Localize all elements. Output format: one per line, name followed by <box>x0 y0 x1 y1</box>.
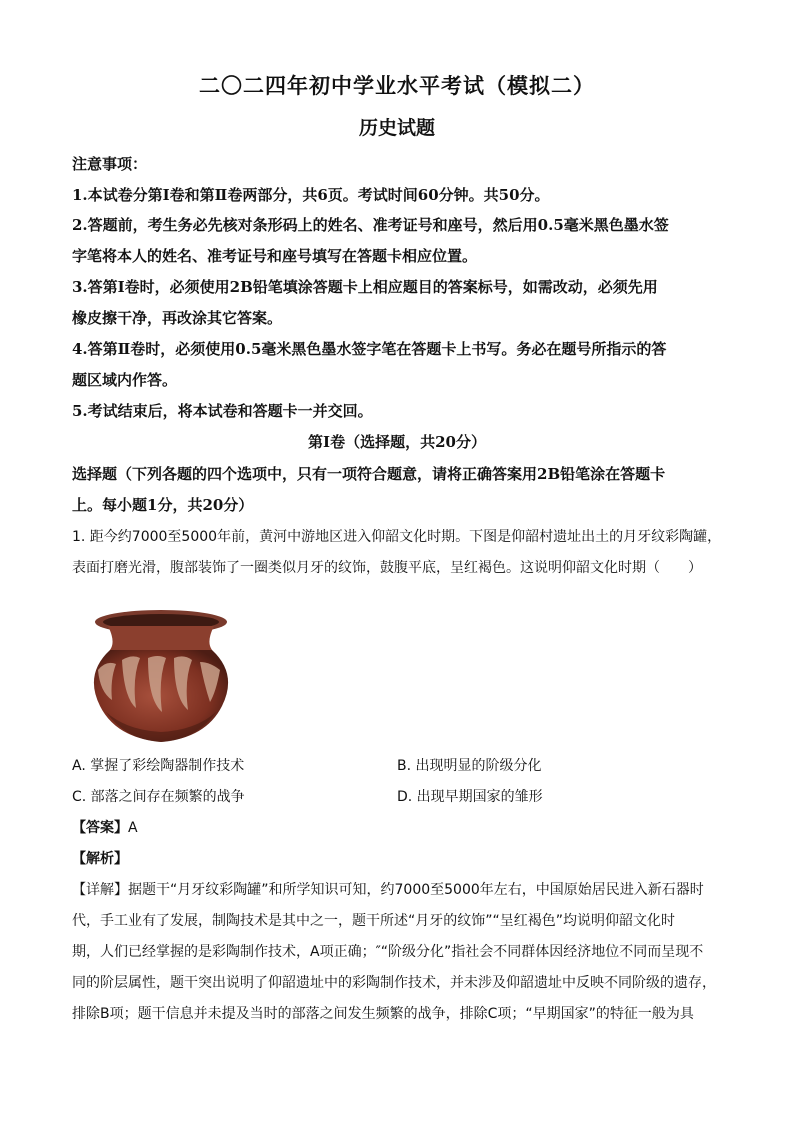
analysis-label: 【解析】 <box>72 851 128 867</box>
notice-item-5: 5.考试结束后，将本试卷和答题卡一并交回。 <box>72 402 373 420</box>
section-instruction: 选择题（下列各题的四个选项中，只有一项符合题意，请将正确答案用2B铅笔涂在答题卡 <box>72 465 666 483</box>
section-instruction-cont: 上。每小题1分，共20分） <box>72 496 254 514</box>
section-heading: 第Ⅰ卷（选择题，共20分） <box>308 433 486 451</box>
detail-line-3: 期，人们已经掌握的是彩陶制作技术，A项正确；″“阶级分化”指社会不同群体因经济地位不同而呈现不 <box>72 944 704 960</box>
option-b: B. 出现明显的阶级分化 <box>397 758 542 774</box>
exam-subtitle: 历史试题 <box>358 117 435 139</box>
notice-item-2-cont: 字笔将本人的姓名、准考证号和座号填写在答题卡相应位置。 <box>72 247 478 265</box>
question-1-stem-cont: 表面打磨光滑，腹部装饰了一圈类似月牙的纹饰，鼓腹平底，呈红褐色。这说明仰韶文化时期（ ） <box>72 560 702 576</box>
answer-label: 【答案】 <box>72 820 128 836</box>
notice-item-2: 2.答题前，考生务必先核对条形码上的姓名、准考证号和座号，然后用0.5毫米黑色墨水签 <box>72 216 669 234</box>
option-d: D. 出现早期国家的雏形 <box>397 789 543 805</box>
answer-value: A <box>128 820 138 836</box>
notice-item-4: 4.答第Ⅱ卷时，必须使用0.5毫米黑色墨水签字笔在答题卡上书写。务必在题号所指示的答 <box>72 340 667 358</box>
detail-line-1: 【详解】据题干“月牙纹彩陶罐”和所学知识可知，约7000至5000年左右，中国原始居民进入新石器时 <box>72 882 704 898</box>
question-1-stem: 1. 距今约7000至5000年前，黄河中游地区进入仰韶文化时期。下图是仰韶村遗址出土的月牙纹彩陶罐， <box>72 529 722 545</box>
notice-item-3: 3.答第Ⅰ卷时，必须使用2B铅笔填涂答题卡上相应题目的答案标号，如需改动，必须先用 <box>72 278 658 296</box>
detail-line-5: 排除B项；题干信息并未提及当时的部落之间发生频繁的战争，排除C项；“早期国家”的特征一般为具 <box>72 1006 694 1022</box>
notice-item-1: 1.本试卷分第Ⅰ卷和第Ⅱ卷两部分，共6页。考试时间60分钟。共50分。 <box>72 186 550 204</box>
detail-line-2: 代，手工业有了发展，制陶技术是其中之一，题干所述“月牙的纹饰”“呈红褐色”均说明仰韶文化时 <box>72 913 676 929</box>
option-c: C. 部落之间存在频繁的战争 <box>72 789 245 805</box>
option-a: A. 掌握了彩绘陶器制作技术 <box>72 758 245 774</box>
detail-line-4: 同的阶层属性，题干突出说明了仰韶遗址中的彩陶制作技术，并未涉及仰韶遗址中反映不同阶级的遗存， <box>72 975 716 991</box>
notice-item-4-cont: 题区域内作答。 <box>72 371 178 389</box>
notice-item-3-cont: 橡皮擦干净，再改涂其它答案。 <box>72 309 283 327</box>
notice-heading: 注意事项： <box>72 155 148 173</box>
painted-pottery-jar-image <box>86 608 236 746</box>
exam-title: 二〇二四年初中学业水平考试（模拟二） <box>199 73 595 98</box>
answer-line <box>72 817 722 837</box>
